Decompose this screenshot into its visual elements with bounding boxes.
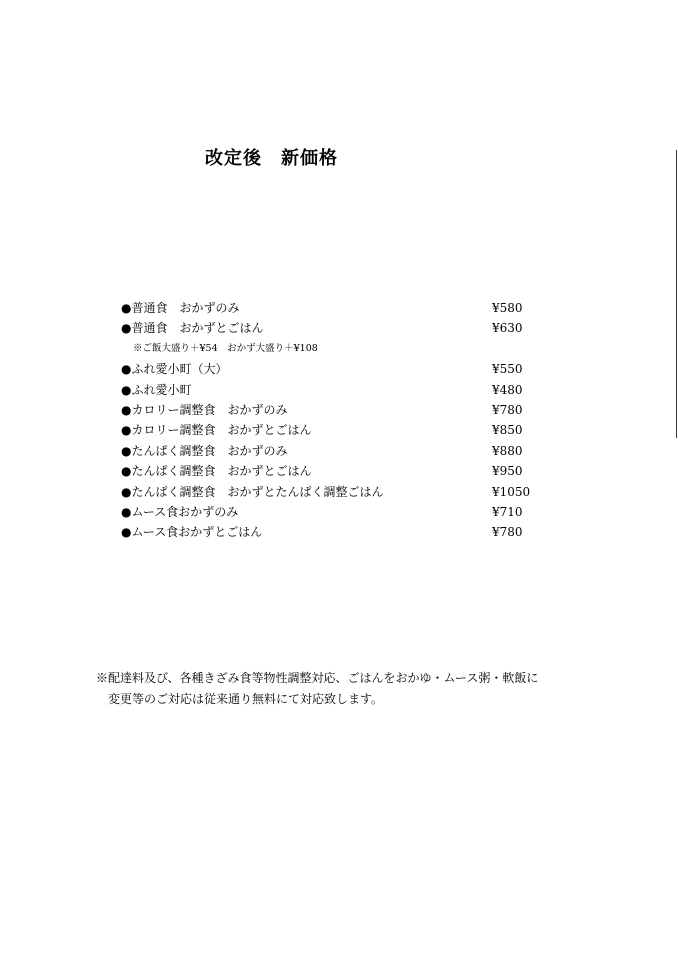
list-item [121, 482, 533, 502]
page-title: 改定後 新価格 [205, 148, 338, 169]
item-price: ¥780 [492, 525, 523, 540]
item-price: ¥710 [492, 504, 523, 519]
item-price: ¥580 [492, 301, 523, 315]
list-item [121, 502, 533, 522]
list-item [121, 420, 533, 440]
list-item [121, 461, 533, 481]
page-edge-rule [676, 150, 677, 438]
item-price: ¥850 [492, 423, 523, 438]
item-price: ¥550 [492, 362, 523, 377]
item-name: ●たんぱく調整食 おかずとごはん [121, 464, 312, 479]
item-name: ●普通食 おかずとごはん [121, 321, 264, 336]
footer-note-line-1: ※配達料及び、各種きざみ食等物性調整対応、ごはんをおかゆ・ムース粥・軟飯に [96, 671, 539, 685]
list-item [121, 298, 533, 318]
item-name: ●ふれ愛小町 [121, 382, 192, 397]
list-item [121, 359, 533, 379]
surcharge-note-text: ※ご飯大盛り＋¥54 おかず大盛り＋¥108 [133, 342, 318, 354]
list-item [121, 380, 533, 400]
item-name: ●ふれ愛小町（大） [121, 362, 228, 377]
item-name: ●たんぱく調整食 おかずとたんぱく調整ごはん [121, 484, 384, 499]
footer-note [96, 668, 656, 710]
item-price: ¥480 [492, 382, 523, 397]
list-item [121, 522, 533, 542]
item-name: ●ムース食おかずのみ [121, 504, 239, 519]
item-name: ●カロリー調整食 おかずとごはん [121, 423, 312, 438]
surcharge-note [121, 339, 533, 359]
item-name: ●ムース食おかずとごはん [121, 525, 263, 540]
item-name: ●普通食 おかずのみ [121, 301, 240, 315]
list-item [121, 318, 533, 338]
price-list [121, 298, 533, 543]
list-item [121, 441, 533, 461]
footer-note-line-2: 変更等のご対応は従来通り無料にて対応致します。 [108, 692, 384, 706]
item-price: ¥780 [492, 402, 523, 417]
item-price: ¥880 [492, 443, 523, 458]
item-price: ¥630 [492, 321, 523, 336]
item-name: ●たんぱく調整食 おかずのみ [121, 443, 288, 458]
item-price: ¥950 [492, 464, 523, 479]
list-item [121, 400, 533, 420]
item-name: ●カロリー調整食 おかずのみ [121, 402, 288, 417]
item-price: ¥1050 [492, 484, 531, 499]
